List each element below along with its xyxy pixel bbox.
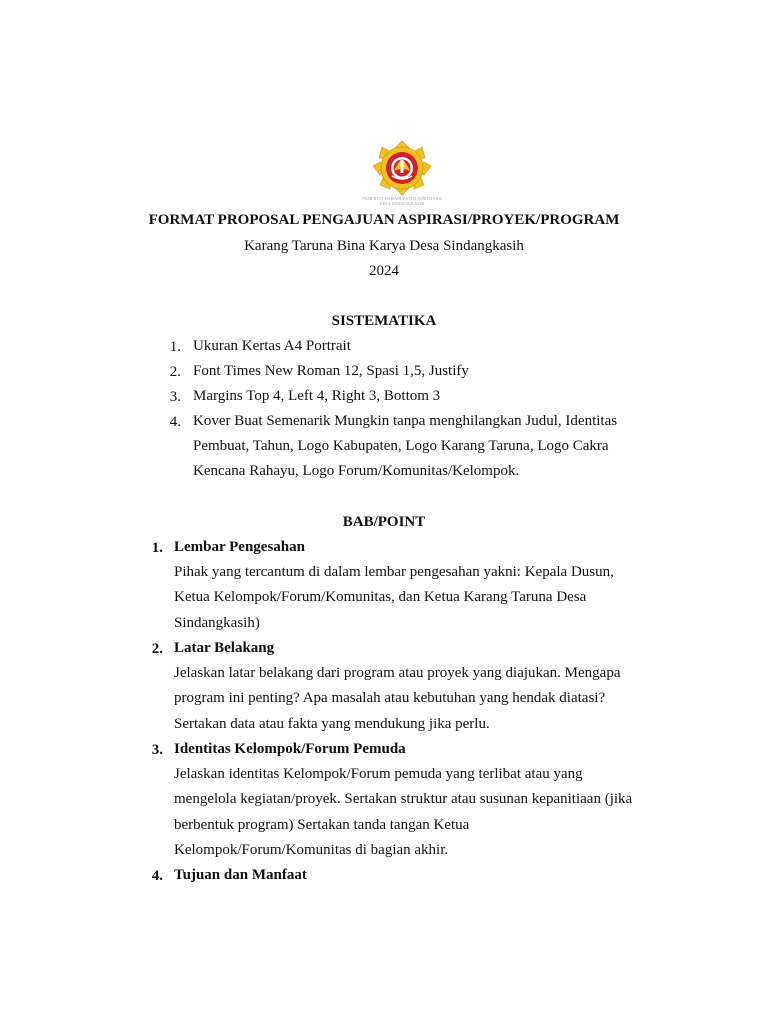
- sistematika-item-line: Margins Top 4, Left 4, Right 3, Bottom 3: [193, 388, 441, 404]
- sistematika-item: [193, 409, 617, 485]
- bab-number: 4.: [151, 868, 163, 884]
- sistematika-heading: SISTEMATIKA: [331, 313, 437, 329]
- bab-number: 3.: [151, 742, 163, 758]
- sistematika-number: 1.: [169, 339, 181, 355]
- sistematika-item-line: Kover Buat Semenarik Mungkin tanpa menghilangkan Judul, Identitas: [193, 413, 618, 429]
- sistematika-item-line: Kencana Rahayu, Logo Forum/Komunitas/Kelompok.: [193, 463, 520, 480]
- sistematika-item-line: Font Times New Roman 12, Spasi 1,5, Justify: [193, 363, 469, 379]
- bab-item-line: berbentuk program) Sertakan tanda tangan Ketua: [174, 816, 470, 833]
- bab-number: 1.: [151, 540, 163, 556]
- bab-item-line: mengelola kegiatan/proyek. Sertakan struktur atau susunan kepanitiaan (jika: [174, 791, 633, 808]
- bab-item-title: Lembar Pengesahan: [174, 539, 305, 555]
- bab-item-line: Sertakan data atau fakta yang mendukung jika perlu.: [174, 715, 490, 732]
- logo-caption: [356, 196, 448, 206]
- sistematika-number: 2.: [169, 364, 181, 380]
- sistematika-item-line: Ukuran Kertas A4 Portrait: [193, 338, 351, 354]
- organization-name: Karang Taruna Bina Karya Desa Sindangkasih: [244, 238, 524, 254]
- sistematika-number: 4.: [169, 414, 181, 430]
- sistematika-item-line: Pembuat, Tahun, Logo Kabupaten, Logo Karang Taruna, Logo Cakra: [193, 438, 609, 455]
- bab-item-title: Latar Belakang: [174, 640, 275, 656]
- bab-item: [174, 737, 632, 863]
- document-title: FORMAT PROPOSAL PENGAJUAN ASPIRASI/PROYEK/PROGRAM: [148, 212, 620, 228]
- sistematika-item: [193, 359, 469, 384]
- logo-caption-line1: PEMERINTAH KABUPATEN SUMEDANG: [362, 196, 442, 201]
- bab-item-line: Jelaskan latar belakang dari program atau proyek yang diajukan. Mengapa: [174, 665, 621, 682]
- bab-item-title: Identitas Kelompok/Forum Pemuda: [174, 741, 406, 757]
- bab-item: [174, 535, 614, 636]
- bab-item-line: Ketua Kelompok/Forum/Komunitas, dan Ketua Karang Taruna Desa: [174, 589, 587, 606]
- sistematika-item: [193, 334, 351, 359]
- bab-item-line: Pihak yang tercantum di dalam lembar pengesahan yakni: Kepala Dusun,: [174, 564, 614, 581]
- bab-point-heading: BAB/POINT: [342, 514, 426, 530]
- bab-number: 2.: [151, 641, 163, 657]
- bab-item-line: Sindangkasih): [174, 614, 260, 631]
- regency-emblem-icon: [370, 140, 434, 198]
- bab-item: [174, 863, 307, 888]
- bab-item: [174, 636, 621, 737]
- sistematika-item: [193, 384, 440, 409]
- document-year: 2024: [369, 263, 399, 279]
- sistematika-number: 3.: [169, 389, 181, 405]
- bab-item-line: Jelaskan identitas Kelompok/Forum pemuda yang terlibat atau yang: [174, 766, 583, 783]
- logo-caption-line2: DESA SINDANGKASIH: [379, 201, 425, 206]
- bab-item-title: Tujuan dan Manfaat: [174, 867, 307, 883]
- bab-item-line: Kelompok/Forum/Komunitas di bagian akhir.: [174, 841, 449, 858]
- bab-item-line: program ini penting? Apa masalah atau kebutuhan yang hendak diatasi?: [174, 690, 606, 707]
